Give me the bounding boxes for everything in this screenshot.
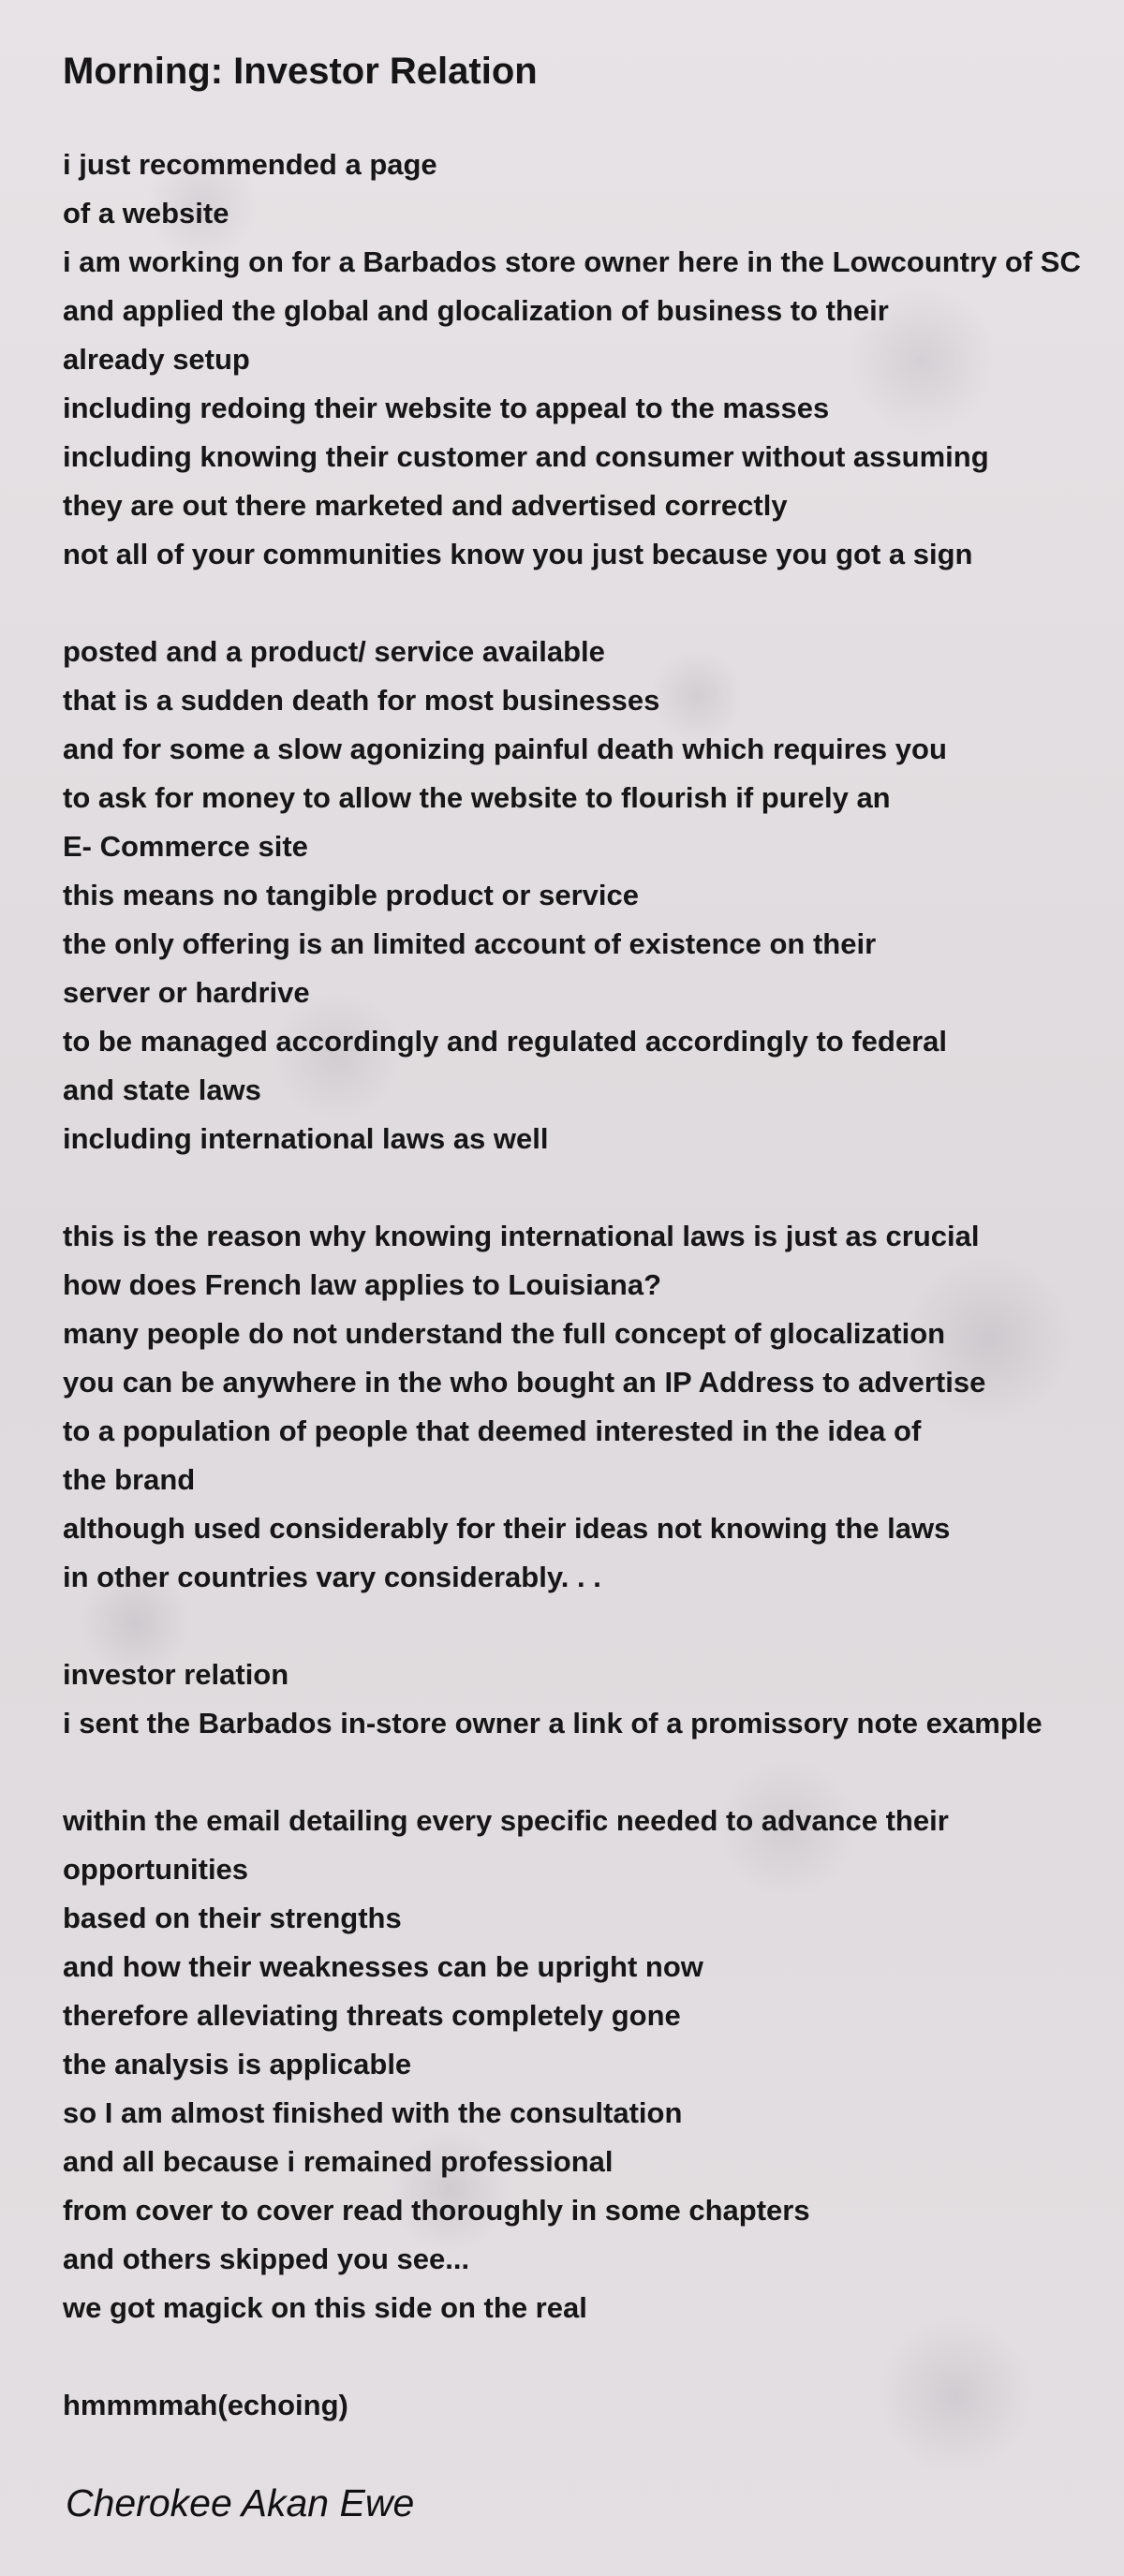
poem-stanza	[63, 1212, 1124, 1602]
stanza-gap	[63, 1748, 1124, 1797]
poem-author: Cherokee Akan Ewe	[66, 2481, 415, 2524]
poem-line: posted and a product/ service available	[63, 635, 605, 668]
poem-line: so I am almost finished with the consultation	[63, 2096, 683, 2129]
poem-line: including redoing their website to appeal to the masses	[63, 392, 830, 424]
poem-line: from cover to cover read thoroughly in some chapters	[63, 2194, 810, 2227]
poem-stanza	[63, 628, 1124, 1163]
poem-stanza	[63, 1651, 1124, 1748]
poem-line: including knowing their customer and consumer without assuming	[63, 440, 989, 473]
poem-stanza	[63, 141, 1124, 579]
poem-line: this means no tangible product or service	[63, 879, 639, 911]
poem-stanza	[63, 1797, 1124, 2332]
poem-line: i am working on for a Barbados store owner here in the Lowcountry of SC	[63, 245, 1081, 278]
poem-line: to be managed accordingly and regulated accordingly to federal	[63, 1025, 947, 1058]
stanza-gap	[63, 1602, 1124, 1651]
poem-line: based on their strengths	[63, 1902, 402, 1934]
poem-line: and state laws	[63, 1073, 261, 1106]
stanza-gap	[63, 579, 1124, 628]
poem-line: server or hardrive	[63, 976, 310, 1009]
poem-line: the only offering is an limited account of existence on their	[63, 927, 877, 960]
poem-body	[63, 141, 1124, 2430]
poem-line: and others skipped you see...	[63, 2243, 470, 2275]
poem-line: therefore alleviating threats completely gone	[63, 1999, 681, 2032]
poem-line: to a population of people that deemed interested in the idea of	[63, 1414, 922, 1447]
poem-line: the analysis is applicable	[63, 2048, 412, 2080]
poem-line: how does French law applies to Louisiana?	[63, 1268, 662, 1301]
poem-line: including international laws as well	[63, 1122, 549, 1155]
stanza-gap	[63, 2332, 1124, 2381]
poem-line: we got magick on this side on the real	[63, 2291, 587, 2324]
poem-line: that is a sudden death for most businesses	[63, 684, 660, 717]
poem-line: already setup	[63, 343, 250, 376]
poem-line: hmmmmah(echoing)	[63, 2389, 348, 2421]
poem-line: in other countries vary considerably. . .	[63, 1561, 601, 1593]
poem-line: and how their weaknesses can be upright now	[63, 1950, 703, 1983]
poem-line: the brand	[63, 1463, 196, 1496]
stanza-gap	[63, 1163, 1124, 1212]
poem-line: within the email detailing every specific needed to advance their	[63, 1804, 949, 1837]
poem-line: and all because i remained professional	[63, 2145, 614, 2178]
poem-line: although used considerably for their ideas not knowing the laws	[63, 1512, 951, 1545]
poem-line: you can be anywhere in the who bought an IP Address to advertise	[63, 1366, 986, 1399]
poem-line: E- Commerce site	[63, 830, 308, 863]
poem-line: and for some a slow agonizing painful death which requires you	[63, 733, 947, 765]
poem-line: many people do not understand the full concept of glocalization	[63, 1317, 946, 1350]
poem-title: Morning: Investor Relation	[63, 51, 538, 92]
poem-stanza	[63, 2381, 1124, 2430]
poem-line: to ask for money to allow the website to flourish if purely an	[63, 781, 891, 814]
poem-line: investor relation	[63, 1658, 289, 1691]
poem-line: not all of your communities know you just because you got a sign	[63, 538, 973, 570]
poem-line: of a website	[63, 197, 229, 229]
poem-line: they are out there marketed and advertised correctly	[63, 489, 788, 522]
poem-line: i just recommended a page	[63, 148, 437, 181]
poem-line: opportunities	[63, 1853, 249, 1886]
poem-line: i sent the Barbados in-store owner a link of a promissory note example	[63, 1707, 1043, 1740]
poem-line: and applied the global and glocalization of business to their	[63, 294, 889, 327]
poem-line: this is the reason why knowing international laws is just as crucial	[63, 1220, 980, 1252]
